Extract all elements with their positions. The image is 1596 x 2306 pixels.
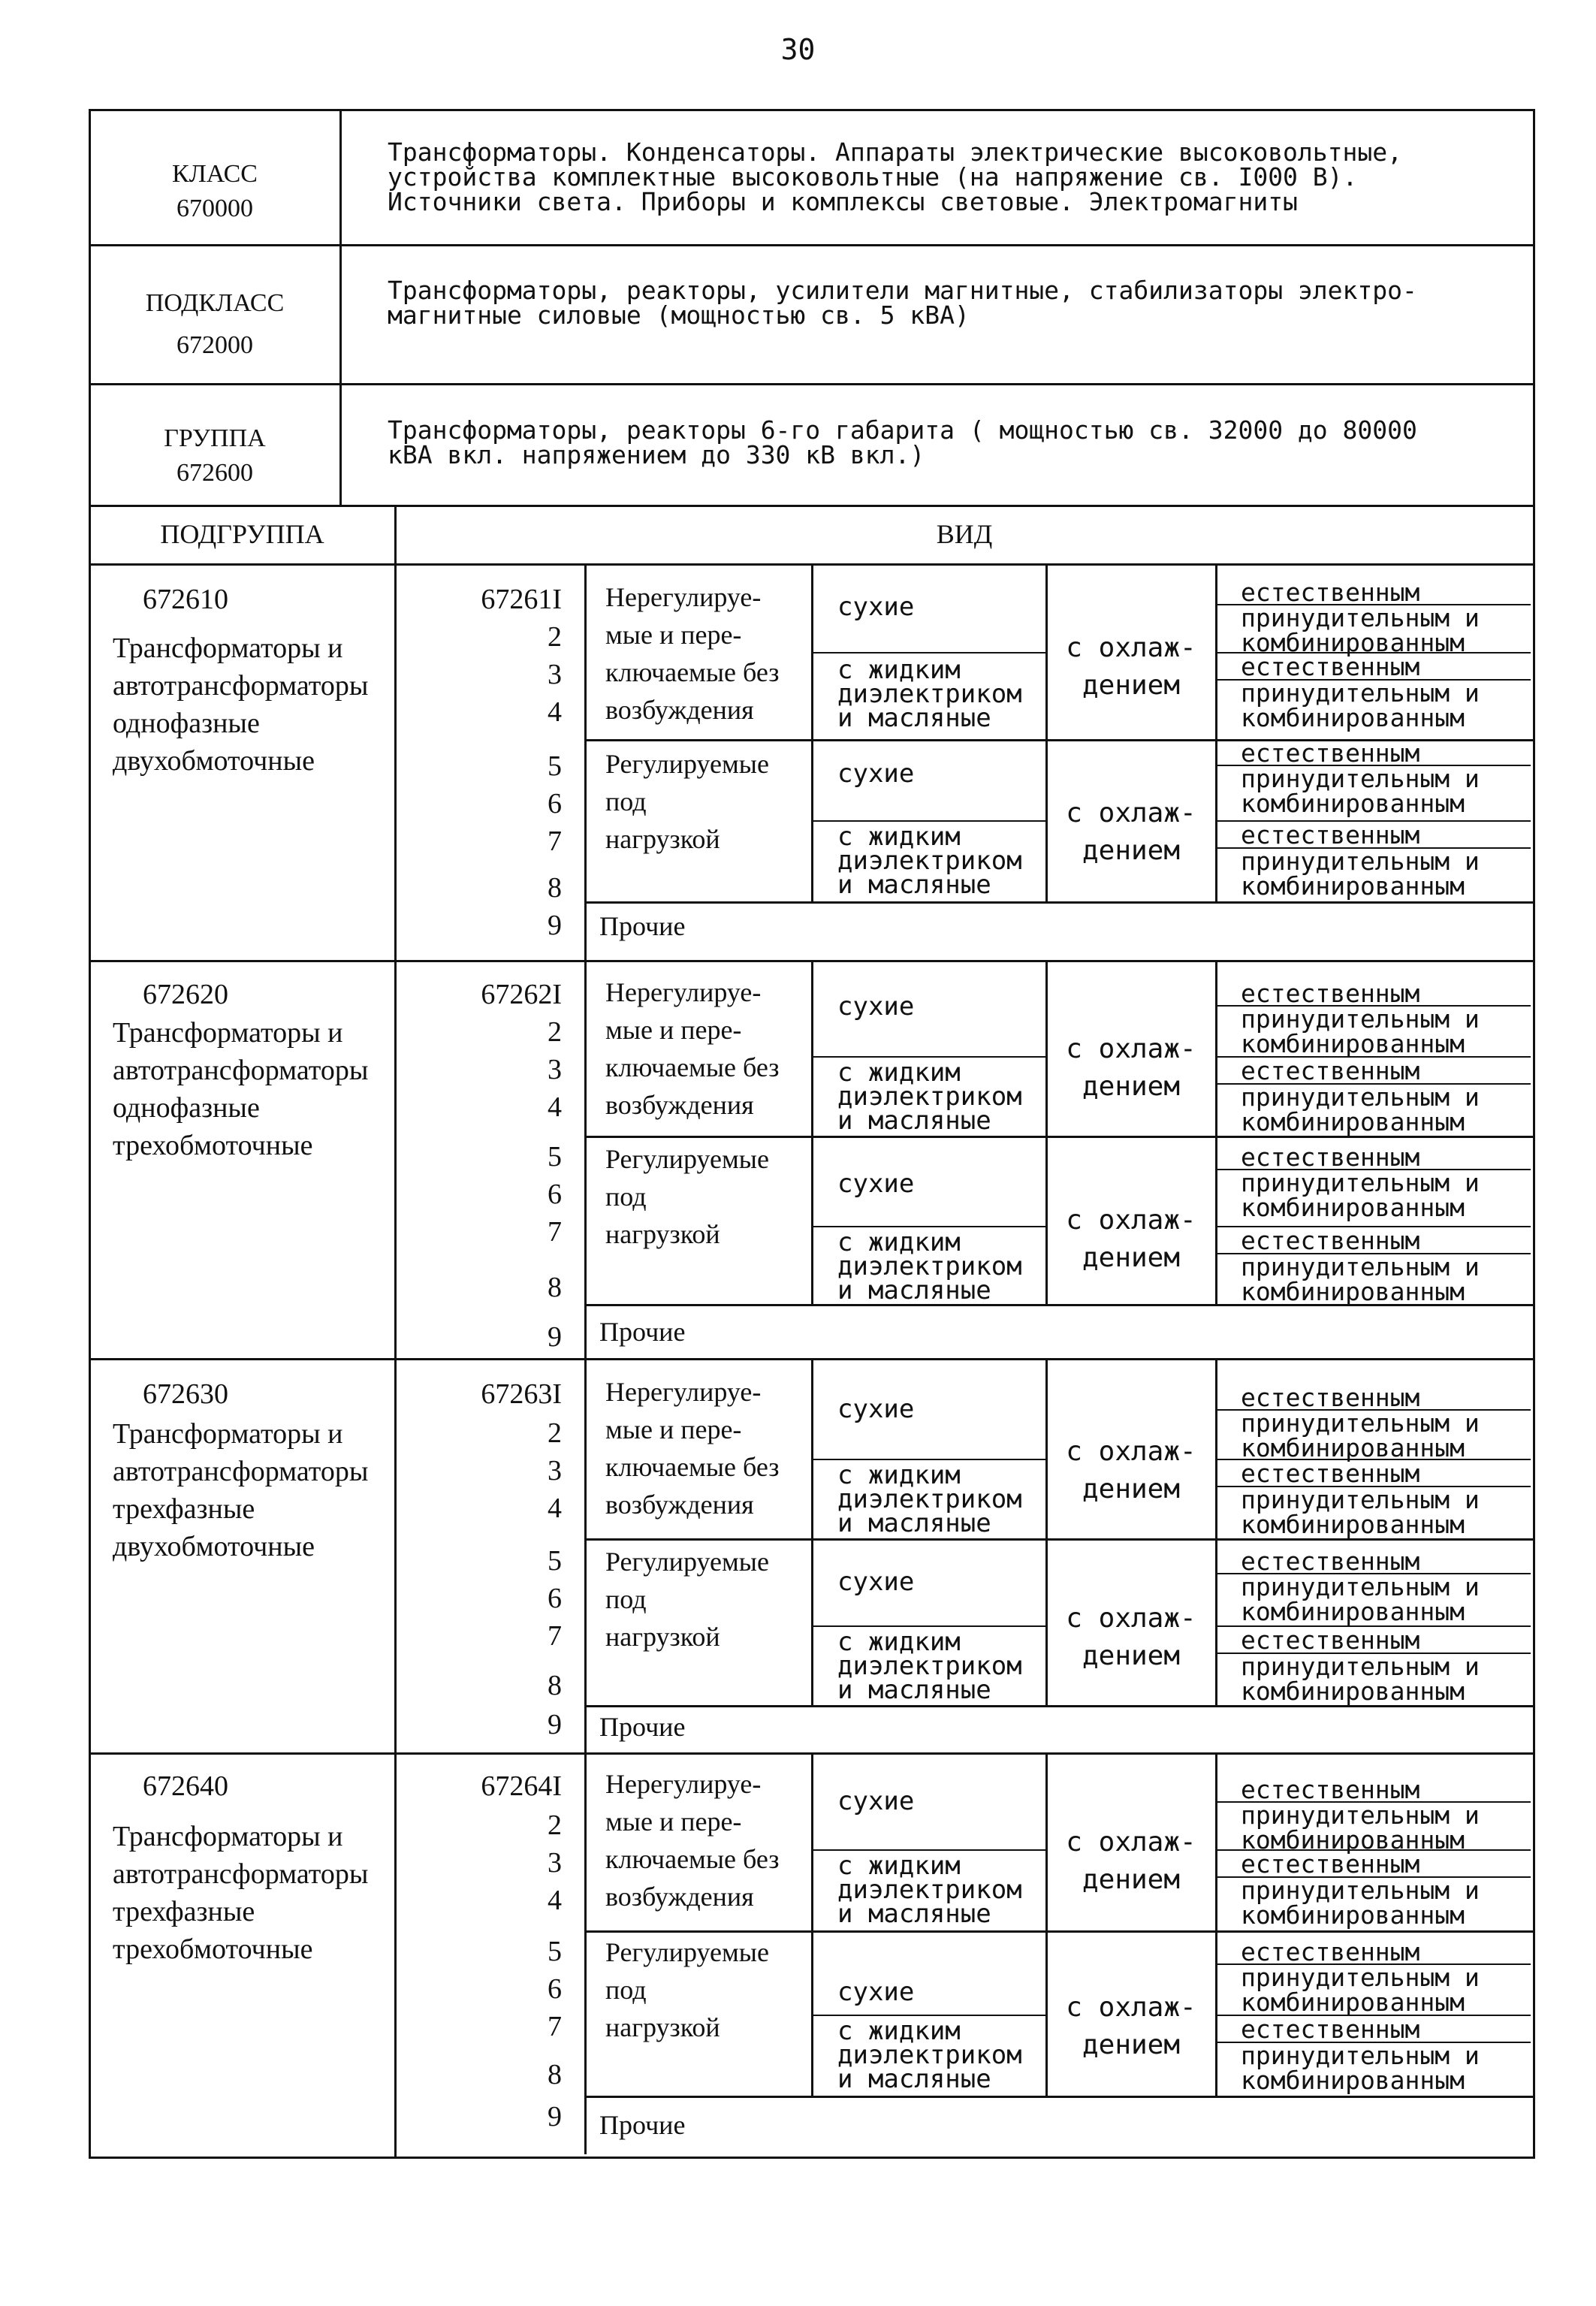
vid-natural: естественным xyxy=(1241,578,1420,607)
vid-natural: естественным xyxy=(1241,1937,1420,1966)
subgroup-code: 672610 xyxy=(143,584,228,615)
gruppa-code: 672600 xyxy=(176,459,253,487)
code-9: 9 xyxy=(548,1321,562,1353)
vid-dry: сухие xyxy=(837,592,915,622)
vid-cooling: с охлаж- дением xyxy=(1066,632,1196,701)
podklass-label: ПОДКЛАСС xyxy=(145,289,285,317)
vid-liquid: с жидким диэлектриком и масляные xyxy=(837,1058,1022,1136)
vid-dry: сухие xyxy=(837,1169,915,1199)
vid-regulated: Регулируемые под нагрузкой xyxy=(605,749,769,854)
code-3: 3 xyxy=(548,659,562,690)
vid-forced: принудительным и комбинированным xyxy=(1241,847,1480,901)
col3-divider xyxy=(584,1752,587,2154)
code-3: 3 xyxy=(548,1054,562,1085)
code-4: 4 xyxy=(548,1885,562,1916)
klass-code: 670000 xyxy=(176,195,253,222)
col3-divider xyxy=(584,960,587,1358)
vid-forced: принудительным и комбинированным xyxy=(1241,1652,1480,1706)
col3-divider xyxy=(584,563,587,960)
code-2: 2 xyxy=(548,621,562,653)
vid-liquid: с жидким диэлектриком и масляные xyxy=(837,1851,1022,1929)
code-2: 2 xyxy=(548,1417,562,1449)
vid-regulated: Регулируемые под нагрузкой xyxy=(605,1937,769,2042)
code-7: 7 xyxy=(548,1216,562,1248)
code-2: 2 xyxy=(548,1809,562,1841)
code-2: 2 xyxy=(548,1016,562,1048)
code-5: 5 xyxy=(548,750,562,782)
regulation-split xyxy=(584,1930,1533,1933)
vid-forced: принудительным и комбинированным xyxy=(1241,1168,1480,1222)
code-7: 7 xyxy=(548,2011,562,2042)
col-header-vid: ВИД xyxy=(936,519,993,549)
gruppa-description: Трансформаторы, реакторы 6-го габарита ( мощностью св. 32000 до 80000 кВА вкл. напряжением до 330 кВ вкл.) xyxy=(388,415,1417,469)
vid-natural: естественным xyxy=(1241,1459,1420,1488)
vid-unregulated: Нерегулируе- мые и пере- ключаемые без возбуждения xyxy=(605,582,780,725)
vid-natural: естественным xyxy=(1241,820,1420,850)
vid-natural: естественным xyxy=(1241,1383,1420,1412)
vid-liquid: с жидким диэлектриком и масляные xyxy=(837,1460,1022,1538)
vid-cooling: с охлаж- дением xyxy=(1066,1992,1196,2060)
klass-label: КЛАСС xyxy=(172,160,258,188)
vid-liquid: с жидким диэлектриком и масляные xyxy=(837,2016,1022,2094)
col4-divider xyxy=(811,1358,813,1705)
vid-forced: принудительным и комбинированным xyxy=(1241,1572,1480,1626)
podgruppa-column-divider xyxy=(394,505,397,2157)
vid-other: Прочие xyxy=(599,1712,686,1742)
podklass-code: 672000 xyxy=(176,331,253,359)
dry-liquid-split-a xyxy=(811,652,1045,653)
code-6: 6 xyxy=(548,1179,562,1210)
code-9: 9 xyxy=(548,1709,562,1740)
col3-divider xyxy=(584,1358,587,1752)
page-number: 30 xyxy=(780,33,816,66)
vid-natural: естественным xyxy=(1241,2015,1420,2044)
vid-forced: принудительным и комбинированным xyxy=(1241,1876,1480,1930)
vid-unregulated: Нерегулируе- мые и пере- ключаемые без возбуждения xyxy=(605,977,780,1120)
vid-natural: естественным xyxy=(1241,652,1420,681)
code-4: 4 xyxy=(548,696,562,728)
vid-liquid: с жидким диэлектриком и масляные xyxy=(837,1627,1022,1705)
code-9: 9 xyxy=(548,910,562,941)
code-3: 3 xyxy=(548,1455,562,1487)
vid-dry: сухие xyxy=(837,992,915,1022)
vid-natural: естественным xyxy=(1241,1775,1420,1804)
vid-dry: сухие xyxy=(837,1977,915,2007)
col-header-podgruppa: ПОДГРУППА xyxy=(160,519,324,549)
header-rule-1 xyxy=(89,244,1533,246)
klass-description: Трансформаторы. Конденсаторы. Аппараты электрические высоковольтные, устройства комплектные высоковольтные (на напряжение св. I000 В). Источники света. Приборы и комплексы световые. Электромагниты xyxy=(388,137,1403,216)
vid-natural: естественным xyxy=(1241,738,1420,768)
code-1: 67264I xyxy=(481,1770,562,1802)
col4-divider xyxy=(811,1752,813,2096)
subgroup-code: 672620 xyxy=(143,979,228,1010)
vid-forced: принудительным и комбинированным xyxy=(1241,1800,1480,1855)
vid-forced: принудительным и комбинированным xyxy=(1241,2041,1480,2095)
code-5: 5 xyxy=(548,1936,562,1967)
vid-natural: естественным xyxy=(1241,1625,1420,1655)
vid-other: Прочие xyxy=(599,1317,686,1347)
code-1: 67263I xyxy=(481,1378,562,1410)
code-9: 9 xyxy=(548,2101,562,2132)
code-7: 7 xyxy=(548,826,562,857)
code-6: 6 xyxy=(548,788,562,819)
vid-forced: принудительным и комбинированным xyxy=(1241,1082,1480,1136)
code-8: 8 xyxy=(548,1670,562,1701)
vid-forced: принудительным и комбинированным xyxy=(1241,1485,1480,1539)
vid-liquid: с жидким диэлектриком и масляные xyxy=(837,822,1022,900)
vid-dry: сухие xyxy=(837,1786,915,1816)
subgroup-name: Трансформаторы и автотрансформаторы однофазные двухобмоточные xyxy=(113,632,369,777)
vid-dry: сухие xyxy=(837,1394,915,1424)
vid-regulated: Регулируемые под нагрузкой xyxy=(605,1547,769,1652)
vid-natural: естественным xyxy=(1241,1226,1420,1255)
vid-forced: принудительным и комбинированным xyxy=(1241,1408,1480,1462)
subgroup-name: Трансформаторы и автотрансформаторы трехфазные двухобмоточные xyxy=(113,1418,369,1562)
vid-other: Прочие xyxy=(599,911,686,941)
vid-dry: сухие xyxy=(837,759,915,789)
other-rule xyxy=(584,901,1533,904)
vid-natural: естественным xyxy=(1241,1547,1420,1576)
header-divider xyxy=(339,109,342,507)
code-4: 4 xyxy=(548,1091,562,1123)
code-5: 5 xyxy=(548,1141,562,1173)
code-8: 8 xyxy=(548,872,562,904)
vid-dry: сухие xyxy=(837,1567,915,1597)
vid-liquid: с жидким диэлектриком и масляные xyxy=(837,655,1022,733)
code-6: 6 xyxy=(548,1583,562,1614)
subgroup-name: Трансформаторы и автотрансформаторы трехфазные трехобмоточные xyxy=(113,1821,369,1965)
vid-cooling: с охлаж- дением xyxy=(1066,1436,1196,1505)
vid-cooling: с охлаж- дением xyxy=(1066,1603,1196,1671)
vid-unregulated: Нерегулируе- мые и пере- ключаемые без возбуждения xyxy=(605,1377,780,1520)
podklass-description: Трансформаторы, реакторы, усилители магнитные, стабилизаторы электро- магнитные силовые (мощностью св. 5 кВА) xyxy=(388,276,1417,330)
vid-cooling: с охлаж- дением xyxy=(1066,1827,1196,1895)
gruppa-label: ГРУППА xyxy=(164,424,266,452)
vid-liquid: с жидким диэлектриком и масляные xyxy=(837,1227,1022,1305)
col6-divider xyxy=(1215,1752,1217,2096)
code-3: 3 xyxy=(548,1847,562,1879)
code-1: 67262I xyxy=(481,979,562,1010)
vid-cooling: с охлаж- дением xyxy=(1066,1205,1196,1273)
code-6: 6 xyxy=(548,1973,562,2005)
code-7: 7 xyxy=(548,1620,562,1652)
vid-forced: принудительным и комбинированным xyxy=(1241,678,1480,732)
col6-divider xyxy=(1215,563,1217,901)
vid-unregulated: Нерегулируе- мые и пере- ключаемые без возбуждения xyxy=(605,1769,780,1912)
code-8: 8 xyxy=(548,1272,562,1303)
other-rule xyxy=(584,2096,1533,2098)
vid-natural: естественным xyxy=(1241,1849,1420,1879)
vid-regulated: Регулируемые под нагрузкой xyxy=(605,1144,769,1249)
vid-forced: принудительным и комбинированным xyxy=(1241,603,1480,657)
vid-other: Прочие xyxy=(599,2110,686,2140)
col4-divider xyxy=(811,960,813,1304)
vid-natural: естественным xyxy=(1241,1056,1420,1085)
vid-forced: принудительным и комбинированным xyxy=(1241,1963,1480,2017)
header-rule-2 xyxy=(89,383,1533,385)
col4-divider xyxy=(811,563,813,901)
vid-forced: принудительным и комбинированным xyxy=(1241,1004,1480,1058)
vid-forced: принудительным и комбинированным xyxy=(1241,1252,1480,1306)
vid-natural: естественным xyxy=(1241,1142,1420,1172)
vid-cooling: с охлаж- дением xyxy=(1066,798,1196,866)
subgroup-code: 672630 xyxy=(143,1378,228,1410)
vid-cooling: с охлаж- дением xyxy=(1066,1034,1196,1102)
vid-natural: естественным xyxy=(1241,979,1420,1008)
subgroup-code: 672640 xyxy=(143,1770,228,1802)
code-1: 67261I xyxy=(481,584,562,615)
code-4: 4 xyxy=(548,1493,562,1524)
vid-forced: принудительным и комбинированным xyxy=(1241,764,1480,818)
code-8: 8 xyxy=(548,2059,562,2090)
code-5: 5 xyxy=(548,1545,562,1577)
subgroup-name: Трансформаторы и автотрансформаторы однофазные трехобмоточные xyxy=(113,1017,369,1161)
